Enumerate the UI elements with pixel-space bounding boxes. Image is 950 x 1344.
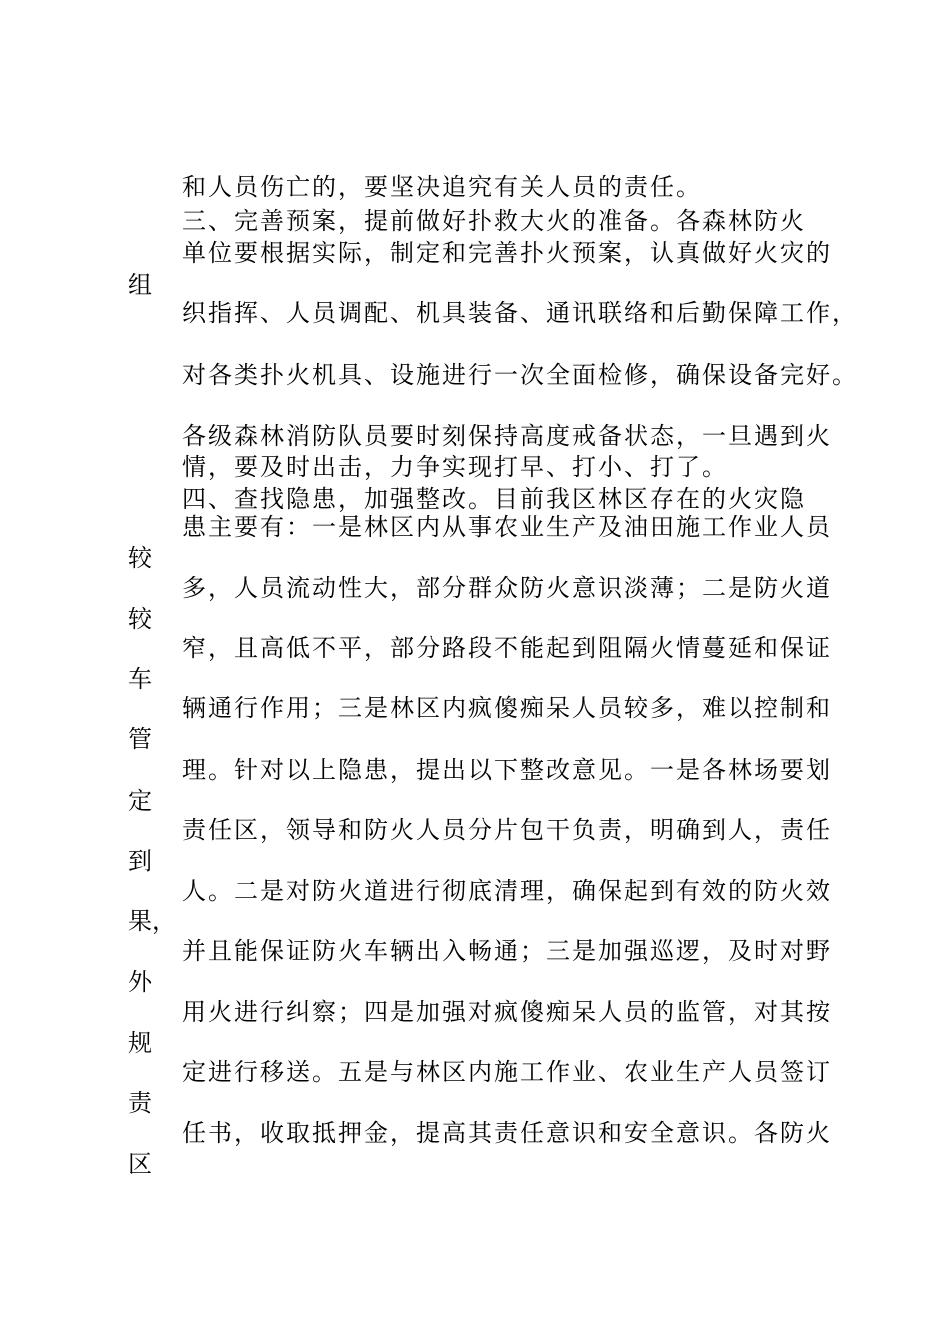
margin-char: 较: [128, 544, 152, 572]
text-line: 理。针对以上隐患，提出以下整改意见。一是各林场要划: [182, 756, 832, 784]
text-line: 各级森林消防队员要时刻保持高度戒备状态，一旦遇到火: [182, 422, 832, 450]
margin-char: 管: [128, 725, 152, 753]
text-line: 情，要及时出击，力争实现打早、打小、打了。: [182, 453, 728, 481]
text-line: 并且能保证防火车辆出入畅通；三是加强巡逻，及时对野: [182, 937, 832, 965]
margin-char: 车: [128, 665, 152, 693]
margin-char: 定: [128, 787, 152, 815]
text-line: 任书，收取抵押金，提高其责任意识和安全意识。各防火: [182, 1119, 832, 1147]
margin-char: 规: [128, 1029, 152, 1057]
margin-char: 较: [128, 605, 152, 633]
text-line: 患主要有：一是林区内从事农业生产及油田施工作业人员: [182, 513, 832, 541]
text-line: 辆通行作用；三是林区内疯傻痴呆人员较多，难以控制和: [182, 694, 832, 722]
text-line: 用火进行纠察；四是加强对疯傻痴呆人员的监管，对其按: [182, 998, 832, 1026]
text-line: 对各类扑火机具、设施进行一次全面检修，确保设备完好。: [182, 361, 858, 389]
margin-char: 果，: [128, 907, 176, 935]
margin-char: 区: [128, 1150, 152, 1178]
text-line: 定进行移送。五是与林区内施工作业、农业生产人员签订: [182, 1058, 832, 1086]
margin-char: 组: [128, 271, 152, 299]
text-line: 单位要根据实际，制定和完善扑火预案，认真做好火灾的: [182, 239, 832, 267]
text-line: 窄，且高低不平，部分路段不能起到阻隔火情蔓延和保证: [182, 634, 832, 662]
text-line: 和人员伤亡的，要坚决追究有关人员的责任。: [182, 173, 702, 201]
margin-char: 责: [128, 1089, 152, 1117]
text-line: 多，人员流动性大，部分群众防火意识淡薄；二是防火道: [182, 574, 832, 602]
margin-char: 外: [128, 968, 152, 996]
text-line: 三、完善预案，提前做好扑救大火的准备。各森林防火: [182, 207, 806, 235]
margin-char: 到: [128, 847, 152, 875]
text-line: 织指挥、人员调配、机具装备、通讯联络和后勤保障工作，: [182, 299, 858, 327]
text-line: 人。二是对防火道进行彻底清理，确保起到有效的防火效: [182, 877, 832, 905]
text-line: 责任区，领导和防火人员分片包干负责，明确到人，责任: [182, 816, 832, 844]
text-line: 四、查找隐患，加强整改。目前我区林区存在的火灾隐: [182, 485, 806, 513]
